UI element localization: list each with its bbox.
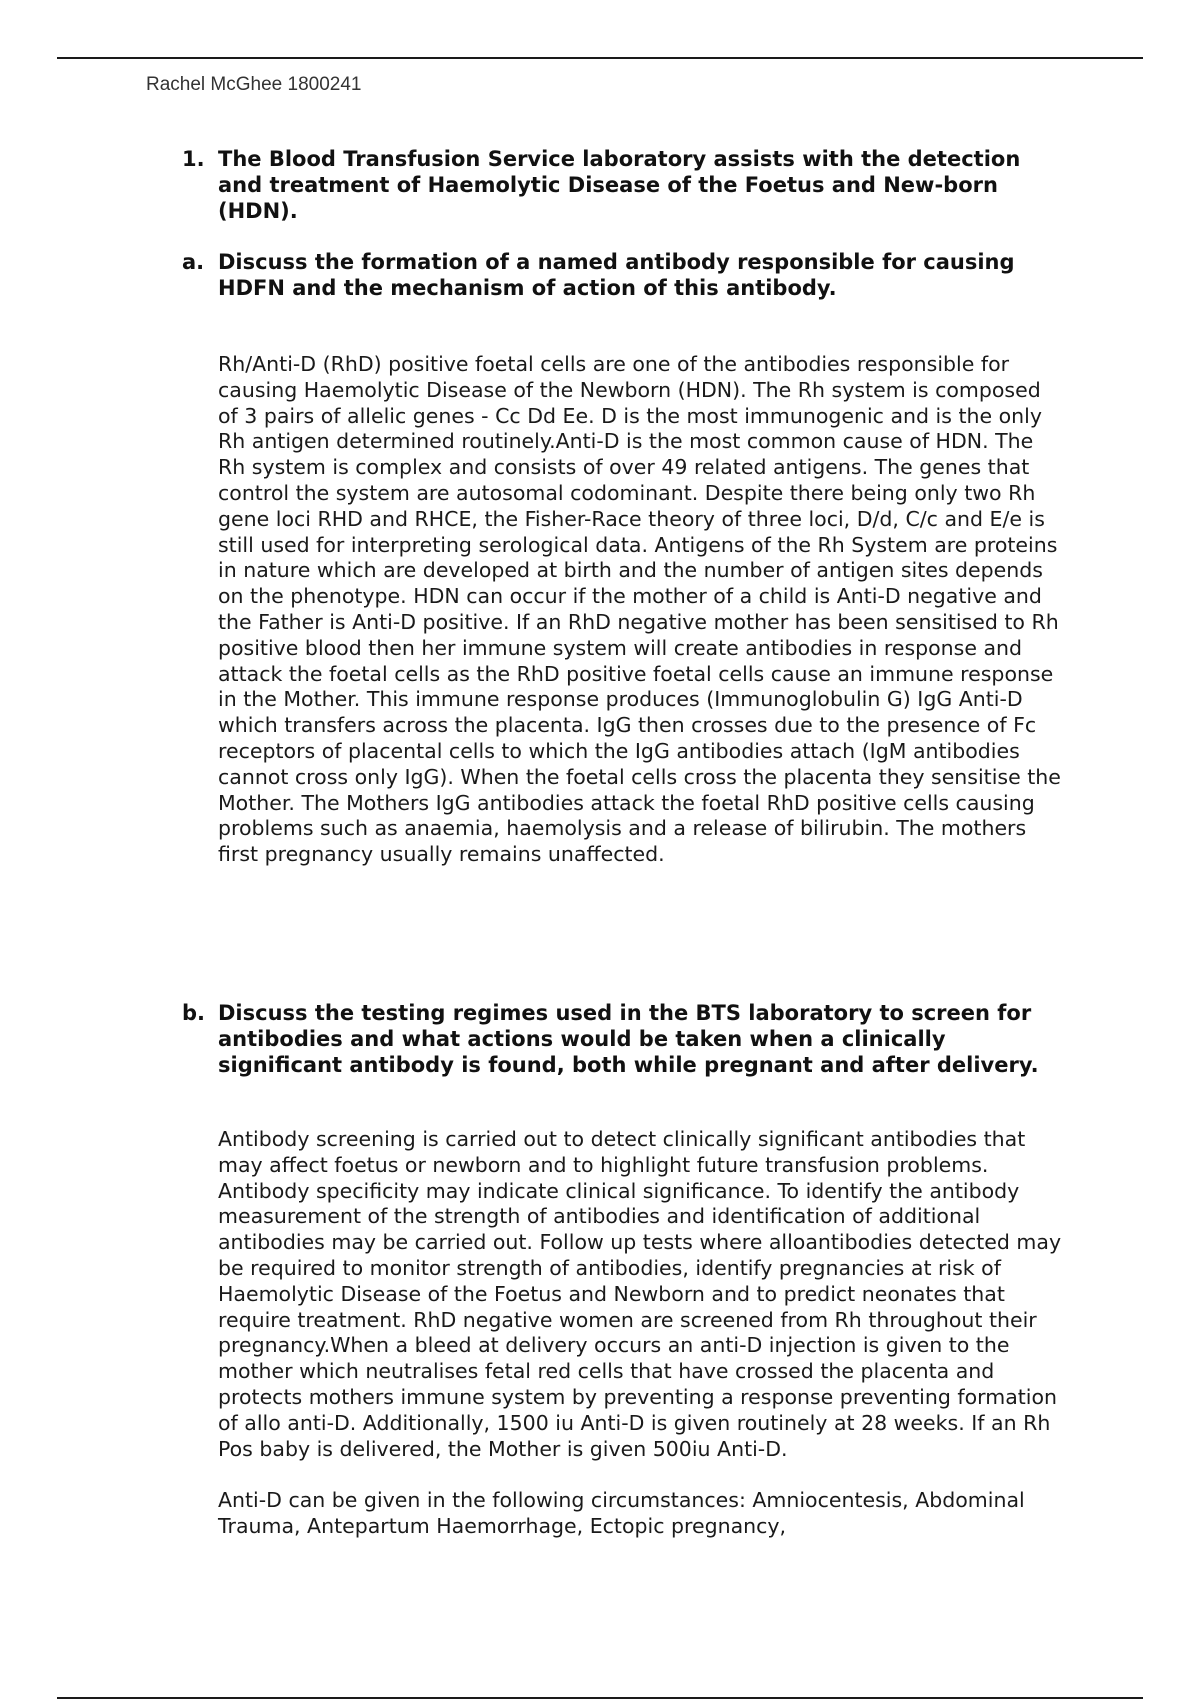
part-b-answer-continued: Anti-D can be given in the following circumstances: Amniocentesis, Abdominal Trauma, Antepartum Haemorrhage, Ectopic pregnancy,	[218, 1488, 1025, 1538]
question-part-a	[182, 249, 1062, 301]
part-a-question-text: Discuss the formation of a named antibody responsible for causing HDFN and the mechanism of action of this antibody.	[218, 250, 1015, 300]
part-b-marker: b.	[182, 1001, 206, 1025]
top-rule	[57, 57, 1143, 59]
part-a-answer: Rh/Anti-D (RhD) positive foetal cells are one of the antibodies responsible for causing Haemolytic Disease of the Newborn (HDN). The Rh system is composed of 3 pairs of allelic genes - Cc Dd Ee. D is the most immunogenic and is the only Rh antigen determined routinely.Anti-D is the most common cause of HDN. The Rh system is complex and consists of over 49 related antigens. The genes that control the system are autosomal codominant. Despite there being only two Rh gene loci RHD and RHCE, the Fisher-Race theory of three loci, D/d, C/c and E/e is still used for interpreting serological data. Antigens of the Rh System are proteins in nature which are developed at birth and the number of antigen sites depends on the phenotype. HDN can occur if the mother of a child is Anti-D negative and the Father is Anti-D positive. If an RhD negative mother has been sensitised to Rh positive blood then her immune system will create antibodies in response and attack the foetal cells as the RhD positive foetal cells cause an immune response in the Mother. This immune response produces (Immunoglobulin G) IgG Anti-D which transfers across the placenta. IgG then crosses due to the presence of Fc receptors of placental cells to which the IgG antibodies attach (IgM antibodies cannot cross only IgG). When the foetal cells cross the placenta they sensitise the Mother. The Mothers IgG antibodies attack the foetal RhD positive cells causing problems such as anaemia, haemolysis and a release of bilirubin. The mothers first pregnancy usually remains unaffected.	[218, 352, 1061, 867]
question-1-number: 1.	[182, 147, 205, 171]
question-1	[182, 146, 1062, 224]
author-header: Rachel McGhee 1800241	[146, 74, 362, 95]
part-b-question-text: Discuss the testing regimes used in the BTS laboratory to screen for antibodies and what actions would be taken when a clinically significant antibody is found, both while pregnant and after delivery.	[218, 1001, 1039, 1077]
question-part-b	[182, 1000, 1062, 1078]
question-1-text: The Blood Transfusion Service laboratory assists with the detection and treatment of Haemolytic Disease of the Foetus and New-born (HDN).	[218, 147, 1021, 223]
part-b-answer: Antibody screening is carried out to detect clinically significant antibodies that may affect foetus or newborn and to highlight future transfusion problems. Antibody specificity may indicate clinical significance. To identify the antibody measurement of the strength of antibodies and identification of additional antibodies may be carried out. Follow up tests where alloantibodies detected may be required to monitor strength of antibodies, identify pregnancies at risk of Haemolytic Disease of the Foetus and Newborn and to predict neonates that require treatment. RhD negative women are screened from Rh throughout their pregnancy.When a bleed at delivery occurs an anti-D injection is given to the mother which neutralises fetal red cells that have crossed the placenta and protects mothers immune system by preventing a response preventing formation of allo anti-D. Additionally, 1500 iu Anti-D is given routinely at 28 weeks. If an Rh Pos baby is delivered, the Mother is given 500iu Anti-D.	[218, 1127, 1062, 1461]
part-a-marker: a.	[182, 250, 205, 274]
bottom-rule	[57, 1697, 1143, 1699]
